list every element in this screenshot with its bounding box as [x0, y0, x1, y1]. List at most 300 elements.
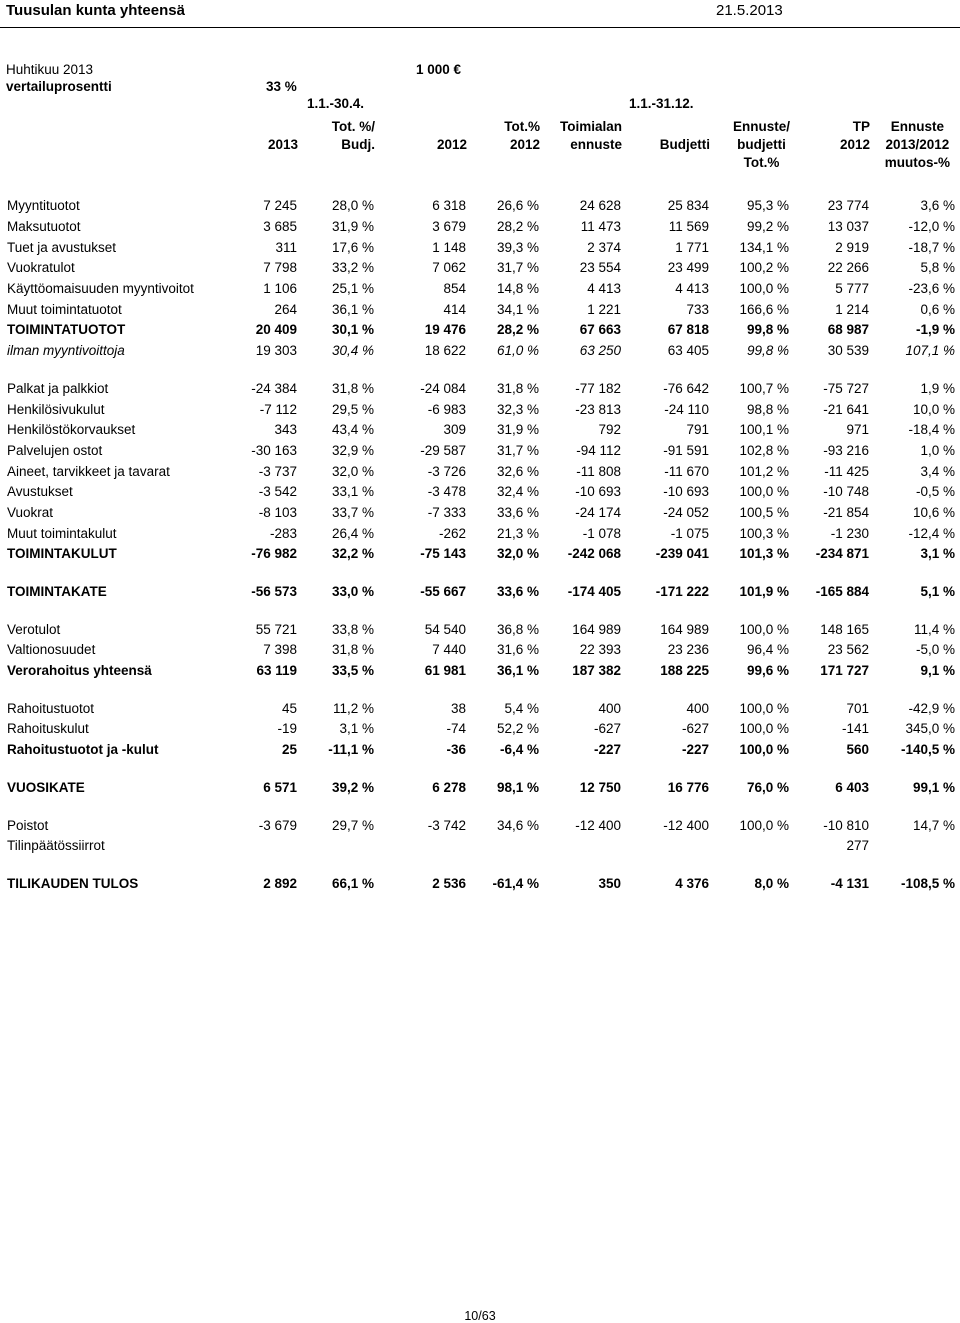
- cell-val-2013: -283: [269, 525, 297, 541]
- cell-val-2012: 6 318: [432, 198, 466, 214]
- row-label: VUOSIKATE: [7, 779, 85, 795]
- cell-ennuste-budjetti-pct: 101,3 %: [739, 546, 789, 562]
- cell-val-2012: 54 540: [424, 621, 466, 637]
- cell-tp-2012: -21 854: [823, 504, 869, 520]
- cell-budjetti: -24 110: [664, 401, 709, 417]
- cell-toimialan-ennuste: 792: [598, 422, 621, 438]
- cell-tp-2012: -75 727: [823, 380, 869, 396]
- cell-val-2012: -3 478: [427, 484, 466, 500]
- cell-muutos-pct: -1,9 %: [915, 322, 955, 338]
- cell-pct-budj: 36,1 %: [331, 301, 374, 317]
- col-header-budjetti: Budjetti: [659, 137, 710, 152]
- cell-pct-2012: 31,6 %: [496, 642, 539, 658]
- cell-val-2012: -262: [438, 525, 466, 541]
- row-label: Poistot: [7, 817, 49, 833]
- cell-pct-2012: 31,7 %: [496, 442, 539, 458]
- cell-pct-budj: 31,9 %: [331, 219, 374, 235]
- cell-toimialan-ennuste: 23 554: [579, 260, 621, 276]
- table-row: [6, 237, 956, 258]
- cell-val-2012: 1 148: [432, 239, 466, 255]
- cell-val-2012: -75 143: [420, 546, 466, 562]
- cell-ennuste-budjetti-pct: 102,8 %: [739, 442, 789, 458]
- cell-budjetti: -76 642: [663, 380, 709, 396]
- cell-ennuste-budjetti-pct: 134,1 %: [739, 239, 789, 255]
- row-label: Käyttöomaisuuden myyntivoitot: [7, 281, 194, 297]
- cell-tp-2012: 68 987: [827, 322, 869, 338]
- spacer-row: [6, 362, 956, 379]
- cell-ennuste-budjetti-pct: 100,7 %: [739, 380, 789, 396]
- cell-budjetti: -171 222: [655, 584, 709, 600]
- cell-pct-budj: 30,4 %: [331, 343, 374, 359]
- cell-toimialan-ennuste: 24 628: [579, 198, 621, 214]
- cell-tp-2012: 6 403: [835, 779, 869, 795]
- cell-muutos-pct: 10,0 %: [912, 401, 955, 417]
- cell-pct-budj: 3,1 %: [339, 721, 374, 737]
- cell-toimialan-ennuste: -10 693: [575, 484, 621, 500]
- cell-ennuste-budjetti-pct: 100,0 %: [739, 721, 789, 737]
- cell-ennuste-budjetti-pct: 100,0 %: [739, 817, 789, 833]
- cell-muutos-pct: -18,7 %: [908, 239, 955, 255]
- cell-tp-2012: 2 919: [835, 239, 869, 255]
- cell-toimialan-ennuste: 187 382: [572, 663, 621, 679]
- cell-pct-budj: 31,8 %: [331, 642, 374, 658]
- table-row: [6, 719, 956, 740]
- row-label: Palkat ja palkkiot: [7, 380, 109, 396]
- cell-pct-2012: 14,8 %: [496, 281, 539, 297]
- cell-pct-budj: 43,4 %: [331, 422, 374, 438]
- cell-val-2013: -76 982: [251, 546, 297, 562]
- cell-ennuste-budjetti-pct: [710, 836, 790, 857]
- cell-pct-2012: 31,8 %: [496, 380, 539, 396]
- cell-tp-2012: 171 727: [820, 663, 869, 679]
- cell-pct-budj: 32,0 %: [331, 463, 374, 479]
- spacer-row: [6, 565, 956, 582]
- cell-muutos-pct: -18,4 %: [908, 422, 955, 438]
- cell-budjetti: 4 413: [675, 281, 709, 297]
- cell-ennuste-budjetti-pct: 99,2 %: [746, 219, 789, 235]
- cell-val-2013: -19: [277, 721, 297, 737]
- cell-muutos-pct: -12,0 %: [908, 219, 955, 235]
- cell-val-2012: -7 333: [427, 504, 466, 520]
- spacer-row: [6, 798, 956, 815]
- table-row: [6, 698, 956, 719]
- cell-muutos-pct: 345,0 %: [905, 721, 955, 737]
- report-title: Tuusulan kunta yhteensä: [6, 2, 185, 19]
- table-row: [6, 420, 956, 441]
- cell-budjetti: 791: [686, 422, 709, 438]
- cell-toimialan-ennuste: -23 813: [575, 401, 621, 417]
- cell-tp-2012: 23 774: [827, 198, 869, 214]
- cell-val-2012: -24 084: [420, 380, 466, 396]
- cell-budjetti: -11 670: [664, 463, 709, 479]
- cell-tp-2012: -141: [841, 721, 869, 737]
- cell-pct-budj: 28,0 %: [331, 198, 374, 214]
- cell-pct-2012: 34,6 %: [496, 817, 539, 833]
- cell-muutos-pct: 10,6 %: [912, 504, 955, 520]
- cell-toimialan-ennuste: -12 400: [575, 817, 621, 833]
- cell-muutos-pct: -108,5 %: [900, 875, 955, 891]
- cell-val-2012: 2 536: [432, 875, 466, 891]
- table-row: [6, 661, 956, 682]
- row-label: Maksutuotot: [7, 219, 81, 235]
- row-label: Muut toimintakulut: [7, 525, 117, 541]
- row-label: Muut toimintatuotot: [7, 301, 122, 317]
- cell-ennuste-budjetti-pct: 76,0 %: [746, 779, 789, 795]
- cell-tp-2012: 13 037: [827, 219, 869, 235]
- cell-val-2012: 3 679: [432, 219, 466, 235]
- cell-budjetti: 400: [686, 700, 709, 716]
- col-header-ennuste-budjetti: Ennuste/ budjetti Tot.%: [732, 119, 790, 170]
- cell-ennuste-budjetti-pct: 101,9 %: [739, 584, 789, 600]
- cell-tp-2012: -1 230: [830, 525, 869, 541]
- cell-val-2013: 2 892: [263, 875, 297, 891]
- table-row: [6, 379, 956, 400]
- cell-pct-budj: 29,7 %: [331, 817, 374, 833]
- cell-toimialan-ennuste: -77 182: [575, 380, 621, 396]
- cell-val-2013: -24 384: [251, 380, 297, 396]
- cell-muutos-pct: 5,8 %: [920, 260, 955, 276]
- cell-tp-2012: 1 214: [835, 301, 869, 317]
- cell-pct-2012: 32,6 %: [496, 463, 539, 479]
- cell-val-2012: -36: [446, 742, 466, 758]
- cell-val-2013: 3 685: [263, 219, 297, 235]
- cell-muutos-pct: 1,9 %: [920, 380, 955, 396]
- cell-toimialan-ennuste: 12 750: [579, 779, 621, 795]
- cell-val-2013: 311: [275, 239, 297, 255]
- cell-pct-2012: 28,2 %: [496, 322, 539, 338]
- cell-pct-budj: 26,4 %: [331, 525, 374, 541]
- table-row: [6, 196, 956, 217]
- cell-tp-2012: -11 425: [824, 463, 869, 479]
- table-row: [6, 258, 956, 279]
- range-b-label: 1.1.-31.12.: [629, 96, 694, 111]
- cell-budjetti: 63 405: [667, 343, 709, 359]
- cell-pct-budj: -11,1 %: [328, 742, 374, 758]
- table-row: [6, 874, 956, 895]
- cell-pct-budj: 31,8 %: [331, 380, 374, 396]
- cell-pct-2012: 31,9 %: [496, 422, 539, 438]
- row-label: Henkilöstökorvaukset: [7, 422, 136, 438]
- cell-ennuste-budjetti-pct: 8,0 %: [754, 875, 789, 891]
- row-label: Vuokrat: [7, 504, 54, 520]
- cell-pct-2012: 52,2 %: [496, 721, 539, 737]
- row-label: Palvelujen ostot: [7, 442, 103, 458]
- page-number: 10/63: [464, 1309, 496, 1323]
- cell-val-2013: 45: [281, 700, 297, 716]
- cell-val-2013: 25: [281, 742, 297, 758]
- cell-val-2013: [236, 836, 298, 857]
- cell-toimialan-ennuste: 350: [598, 875, 621, 891]
- cell-toimialan-ennuste: 4 413: [587, 281, 621, 297]
- cell-pct-budj: 39,2 %: [331, 779, 374, 795]
- cell-val-2013: 6 571: [263, 779, 297, 795]
- title-divider: [0, 27, 960, 28]
- cell-val-2012: 61 981: [424, 663, 466, 679]
- table-row: [6, 619, 956, 640]
- cell-pct-budj: 32,9 %: [331, 442, 374, 458]
- cell-pct-budj: 33,8 %: [331, 621, 374, 637]
- col-header-tot-2012: Tot.% 2012: [504, 119, 540, 152]
- cell-toimialan-ennuste: -627: [593, 721, 621, 737]
- cell-val-2013: 7 245: [263, 198, 297, 214]
- cell-pct-2012: 61,0 %: [496, 343, 539, 359]
- cell-budjetti: 11 569: [668, 219, 709, 235]
- cell-muutos-pct: 5,1 %: [920, 584, 955, 600]
- cell-ennuste-budjetti-pct: 100,0 %: [739, 742, 789, 758]
- cell-val-2013: -56 573: [251, 584, 297, 600]
- cell-tp-2012: 971: [846, 422, 869, 438]
- cell-val-2013: 7 398: [263, 642, 297, 658]
- cell-pct-2012: 33,6 %: [496, 504, 539, 520]
- col-header-2013: 2013: [267, 137, 298, 152]
- table-row: [6, 461, 956, 482]
- cell-tp-2012: -234 871: [815, 546, 869, 562]
- cell-budjetti: -239 041: [655, 546, 709, 562]
- cell-ennuste-budjetti-pct: 101,2 %: [739, 463, 789, 479]
- compare-value: 33 %: [266, 79, 297, 94]
- row-label: ilman myyntivoittoja: [7, 343, 125, 359]
- cell-val-2013: -3 542: [258, 484, 297, 500]
- row-label: Valtionosuudet: [7, 642, 96, 658]
- cell-pct-budj: 32,2 %: [331, 546, 374, 562]
- cell-pct-2012: 32,3 %: [496, 401, 539, 417]
- table-row: [6, 341, 956, 362]
- cell-tp-2012: -10 810: [823, 817, 869, 833]
- cell-budjetti: 188 225: [660, 663, 709, 679]
- compare-label: vertailuprosentti: [6, 79, 112, 94]
- unit-label: 1 000 €: [416, 62, 462, 77]
- cell-pct-2012: 33,6 %: [496, 584, 539, 600]
- table-row: [6, 815, 956, 836]
- cell-ennuste-budjetti-pct: 166,6 %: [739, 301, 789, 317]
- cell-muutos-pct: [870, 836, 956, 857]
- cell-toimialan-ennuste: 11 473: [580, 219, 621, 235]
- cell-val-2012: -29 587: [420, 442, 466, 458]
- cell-pct-budj: 33,7 %: [331, 504, 374, 520]
- cell-ennuste-budjetti-pct: 100,0 %: [739, 484, 789, 500]
- cell-val-2013: 264: [274, 301, 297, 317]
- cell-pct-budj: 33,5 %: [331, 663, 374, 679]
- cell-budjetti: 164 989: [660, 621, 709, 637]
- table-row: [6, 836, 956, 857]
- cell-toimialan-ennuste: -174 405: [567, 584, 621, 600]
- cell-muutos-pct: -5,0 %: [915, 642, 955, 658]
- cell-pct-2012: 5,4 %: [504, 700, 539, 716]
- cell-ennuste-budjetti-pct: 99,8 %: [746, 322, 789, 338]
- financial-table: [6, 196, 956, 894]
- cell-pct-budj: 33,1 %: [331, 484, 374, 500]
- table-row: [6, 299, 956, 320]
- cell-pct-2012: [467, 836, 540, 857]
- cell-muutos-pct: 9,1 %: [920, 663, 955, 679]
- cell-toimialan-ennuste: 2 374: [587, 239, 621, 255]
- row-label: Verotulot: [7, 621, 61, 637]
- cell-val-2013: 1 106: [263, 281, 297, 297]
- cell-val-2013: 63 119: [256, 663, 297, 679]
- cell-val-2012: 19 476: [424, 322, 466, 338]
- cell-muutos-pct: 3,4 %: [920, 463, 955, 479]
- spacer-row: [6, 761, 956, 778]
- row-label: Rahoitustuotot ja -kulut: [7, 742, 159, 758]
- table-row: [6, 778, 956, 799]
- table-row: [6, 320, 956, 341]
- cell-tp-2012: 701: [846, 700, 869, 716]
- cell-ennuste-budjetti-pct: 95,3 %: [746, 198, 789, 214]
- row-label: Rahoitustuotot: [7, 700, 95, 716]
- cell-tp-2012: 560: [846, 742, 869, 758]
- cell-ennuste-budjetti-pct: 100,2 %: [739, 260, 789, 276]
- cell-budjetti: 23 236: [667, 642, 709, 658]
- cell-pct-2012: 34,1 %: [496, 301, 539, 317]
- table-row: [6, 544, 956, 565]
- cell-ennuste-budjetti-pct: 96,4 %: [746, 642, 789, 658]
- row-label: TILIKAUDEN TULOS: [7, 875, 139, 891]
- table-row: [6, 217, 956, 238]
- cell-tp-2012: 30 539: [827, 343, 869, 359]
- cell-muutos-pct: 0,6 %: [920, 301, 955, 317]
- cell-tp-2012: 22 266: [827, 260, 869, 276]
- col-header-tot-budj: Tot. %/ Budj.: [331, 119, 375, 152]
- row-label: TOIMINTAKATE: [7, 584, 107, 600]
- cell-pct-budj: 30,1 %: [331, 322, 374, 338]
- cell-muutos-pct: 99,1 %: [912, 779, 955, 795]
- cell-muutos-pct: 14,7 %: [912, 817, 955, 833]
- cell-pct-2012: 28,2 %: [496, 219, 539, 235]
- cell-toimialan-ennuste: 22 393: [579, 642, 621, 658]
- spacer-row: [6, 857, 956, 874]
- cell-toimialan-ennuste: 400: [598, 700, 621, 716]
- cell-tp-2012: 5 777: [835, 281, 869, 297]
- cell-pct-2012: -6,4 %: [499, 742, 539, 758]
- spacer-row: [6, 681, 956, 698]
- table-row: [6, 399, 956, 420]
- cell-budjetti: [622, 836, 710, 857]
- row-label: TOIMINTATUOTOT: [7, 322, 126, 338]
- cell-budjetti: -24 052: [663, 504, 709, 520]
- cell-toimialan-ennuste: 63 250: [579, 343, 621, 359]
- cell-pct-budj: 33,2 %: [331, 260, 374, 276]
- cell-toimialan-ennuste: -242 068: [567, 546, 621, 562]
- cell-val-2013: 343: [274, 422, 297, 438]
- cell-pct-2012: 36,8 %: [496, 621, 539, 637]
- cell-pct-budj: 11,2 %: [332, 700, 374, 716]
- cell-val-2012: 7 440: [432, 642, 466, 658]
- cell-budjetti: 4 376: [675, 875, 709, 891]
- cell-budjetti: 733: [686, 301, 709, 317]
- cell-pct-2012: 31,7 %: [496, 260, 539, 276]
- row-label: Myyntituotot: [7, 198, 80, 214]
- cell-muutos-pct: 11,4 %: [913, 621, 955, 637]
- period-label: Huhtikuu 2013: [6, 62, 94, 77]
- cell-budjetti: -227: [681, 742, 709, 758]
- cell-toimialan-ennuste: -1 078: [582, 525, 621, 541]
- range-a-label: 1.1.-30.4.: [307, 96, 365, 111]
- cell-pct-2012: -61,4 %: [492, 875, 539, 891]
- cell-val-2012: -3 742: [427, 817, 466, 833]
- cell-toimialan-ennuste: [540, 836, 622, 857]
- row-label: Verorahoitus yhteensä: [7, 663, 152, 679]
- cell-pct-budj: 33,0 %: [331, 584, 374, 600]
- cell-pct-budj: 66,1 %: [331, 875, 374, 891]
- cell-budjetti: -91 591: [663, 442, 709, 458]
- cell-tp-2012: -165 884: [815, 584, 869, 600]
- cell-tp-2012: -10 748: [823, 484, 869, 500]
- cell-val-2012: -74: [446, 721, 466, 737]
- cell-muutos-pct: 107,1 %: [905, 343, 955, 359]
- cell-val-2012: 6 278: [432, 779, 466, 795]
- col-header-tp-2012: TP 2012: [839, 119, 870, 152]
- cell-budjetti: 25 834: [667, 198, 709, 214]
- cell-tp-2012: -21 641: [823, 401, 869, 417]
- cell-val-2013: 7 798: [263, 260, 297, 276]
- cell-pct-budj: 17,6 %: [331, 239, 374, 255]
- cell-val-2012: 854: [443, 281, 466, 297]
- row-label: Henkilösivukulut: [7, 401, 105, 417]
- cell-tp-2012: 277: [846, 838, 869, 854]
- cell-val-2012: -6 983: [427, 401, 466, 417]
- cell-val-2013: -7 112: [259, 401, 297, 417]
- spacer-row: [6, 602, 956, 619]
- row-label: TOIMINTAKULUT: [7, 546, 117, 562]
- cell-tp-2012: -93 216: [823, 442, 869, 458]
- cell-budjetti: -10 693: [663, 484, 709, 500]
- cell-toimialan-ennuste: -24 174: [575, 504, 621, 520]
- cell-ennuste-budjetti-pct: 100,0 %: [739, 281, 789, 297]
- cell-pct-2012: 36,1 %: [496, 663, 539, 679]
- cell-ennuste-budjetti-pct: 100,0 %: [739, 621, 789, 637]
- cell-pct-2012: 32,4 %: [496, 484, 539, 500]
- cell-val-2012: 18 622: [424, 343, 466, 359]
- cell-ennuste-budjetti-pct: 100,1 %: [739, 422, 789, 438]
- cell-val-2012: 38: [450, 700, 466, 716]
- row-label: Tilinpäätössiirrot: [7, 838, 105, 854]
- col-header-2012: 2012: [436, 137, 467, 152]
- table-row: [6, 279, 956, 300]
- cell-pct-2012: 32,0 %: [496, 546, 539, 562]
- cell-toimialan-ennuste: -227: [593, 742, 621, 758]
- cell-muutos-pct: -12,4 %: [908, 525, 955, 541]
- cell-muutos-pct: -23,6 %: [908, 281, 955, 297]
- cell-tp-2012: 23 562: [827, 642, 869, 658]
- cell-muutos-pct: -0,5 %: [915, 484, 955, 500]
- cell-toimialan-ennuste: 164 989: [572, 621, 621, 637]
- cell-toimialan-ennuste: -94 112: [576, 442, 621, 458]
- table-row: [6, 640, 956, 661]
- col-header-muutos: Ennuste 2013/2012 muutos-%: [884, 119, 950, 170]
- cell-muutos-pct: 1,0 %: [920, 442, 955, 458]
- cell-val-2013: -8 103: [258, 504, 297, 520]
- cell-ennuste-budjetti-pct: 100,3 %: [739, 525, 789, 541]
- cell-toimialan-ennuste: -11 808: [576, 463, 621, 479]
- row-label: Rahoituskulut: [7, 721, 89, 737]
- cell-pct-2012: 21,3 %: [496, 525, 539, 541]
- cell-ennuste-budjetti-pct: 100,0 %: [739, 700, 789, 716]
- table-row: [6, 582, 956, 603]
- cell-ennuste-budjetti-pct: 98,8 %: [746, 401, 789, 417]
- cell-budjetti: 16 776: [667, 779, 709, 795]
- cell-val-2013: -3 679: [258, 817, 297, 833]
- cell-val-2013: -3 737: [258, 463, 297, 479]
- cell-toimialan-ennuste: 67 663: [579, 322, 621, 338]
- cell-tp-2012: -4 131: [830, 875, 869, 891]
- cell-ennuste-budjetti-pct: 100,5 %: [739, 504, 789, 520]
- cell-budjetti: 23 499: [667, 260, 709, 276]
- cell-val-2012: 7 062: [432, 260, 466, 276]
- cell-val-2012: -55 667: [420, 584, 466, 600]
- cell-ennuste-budjetti-pct: 99,8 %: [746, 343, 789, 359]
- cell-val-2013: 55 721: [255, 621, 297, 637]
- cell-toimialan-ennuste: 1 221: [587, 301, 621, 317]
